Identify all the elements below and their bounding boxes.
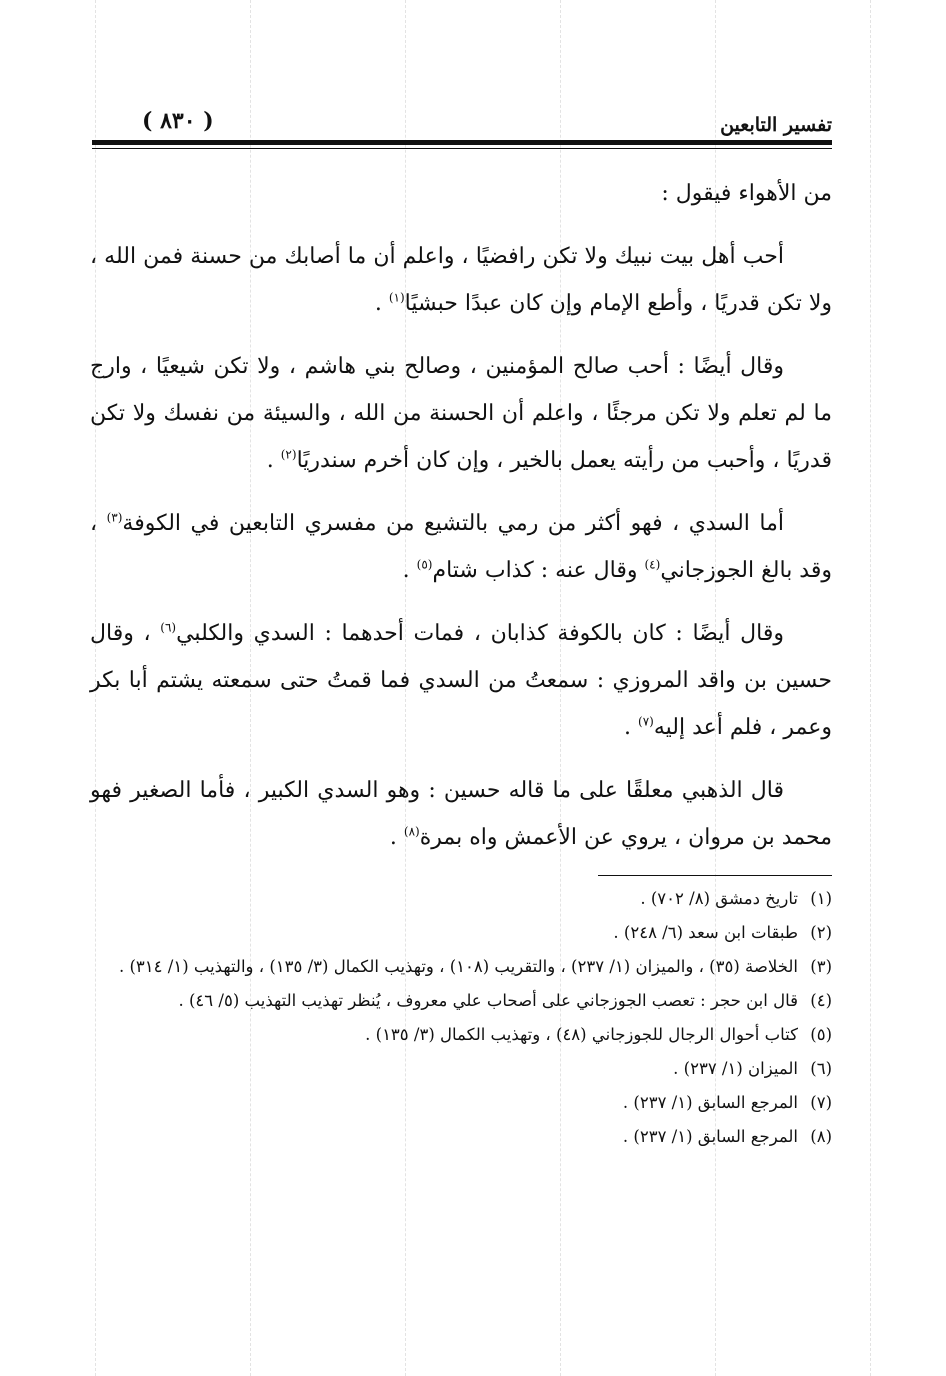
header-rule xyxy=(92,140,832,145)
header-rule-thin xyxy=(92,148,832,149)
footnote xyxy=(90,950,832,984)
footnote-number: (٧) xyxy=(810,1093,832,1112)
paragraph: وقال أيضًا : كان بالكوفة كذابان ، فمات أحدهما : السدي والكلبي$^{(٦)}$ ، وقال حسين بن واقد المروزي : سمعتُ من السدي فما قمتُ حتى سمعته يشتم أبا بكر وعمر ، فلم أعد إليه$^{(٧)}$ . xyxy=(90,620,832,740)
running-title: تفسير التابعين xyxy=(720,114,832,136)
scan-guide-line xyxy=(870,0,871,1376)
footnote-separator xyxy=(598,875,832,876)
footnote-text: كتاب أحوال الرجال للجوزجاني (٤٨) ، وتهذيب الكمال (٣/ ١٣٥) . xyxy=(365,1025,798,1044)
paragraph: قال الذهبي معلقًا على ما قاله حسين : وهو السدي الكبير ، فأما الصغير فهو محمد بن مروان ، يروي عن الأعمش واه بمرة$^{(٨)}$ . xyxy=(90,778,832,850)
paragraph: أما السدي ، فهو أكثر من رمي بالتشيع من مفسري التابعين في الكوفة$^{(٣)}$ ، وقد بالغ الجوزجاني$^{(٤)}$ وقال عنه : كذاب شتام$^{(٥)}$ . xyxy=(90,510,832,583)
footnote-ref[interactable]: (٤) xyxy=(644,557,661,572)
footnote-ref[interactable]: (٧) xyxy=(638,714,654,729)
paragraph: من الأهواء فيقول : xyxy=(661,181,832,206)
footnotes xyxy=(90,882,832,1154)
footnote-text: طبقات ابن سعد (٦/ ٢٤٨) . xyxy=(613,923,798,942)
footnote xyxy=(90,984,832,1018)
footnote-text: قال ابن حجر : تعصب الجوزجاني على أصحاب علي معروف ، يُنظر تهذيب التهذيب (٥/ ٤٦) . xyxy=(178,991,798,1010)
footnote-number: (٤) xyxy=(810,991,832,1010)
footnote-ref[interactable]: (٥) xyxy=(416,557,433,572)
main-text xyxy=(90,170,832,877)
footnote-ref[interactable]: (٣) xyxy=(106,510,123,525)
footnote xyxy=(90,1018,832,1052)
page-number: ( ٨٣٠ ) xyxy=(142,108,214,134)
footnote-text: المرجع السابق (١/ ٢٣٧) . xyxy=(622,1093,798,1112)
footnote xyxy=(90,882,832,916)
footnote-text: الخلاصة (٣٥) ، والميزان (١/ ٢٣٧) ، والتقريب (١٠٨) ، وتهذيب الكمال (٣/ ١٣٥) ، والتهذيب (١/ ٣١٤) . xyxy=(118,957,798,976)
footnote xyxy=(90,1120,832,1154)
footnote xyxy=(90,1086,832,1120)
footnote-number: (٣) xyxy=(810,957,832,976)
footnote-ref[interactable]: (٨) xyxy=(403,824,420,839)
footnote-text: المرجع السابق (١/ ٢٣٧) . xyxy=(622,1127,798,1146)
footnote-number: (٥) xyxy=(810,1025,832,1044)
footnote-number: (١) xyxy=(810,889,832,908)
footnote-number: (٦) xyxy=(810,1059,832,1078)
footnote xyxy=(90,1052,832,1086)
footnote-number: (٨) xyxy=(810,1127,832,1146)
footnote-number: (٢) xyxy=(810,923,832,942)
footnote xyxy=(90,916,832,950)
paragraph: وقال أيضًا : أحب صالح المؤمنين ، وصالح بني هاشم ، ولا تكن شيعيًا ، وارج ما لم تعلم ولا تكن مرجئًا ، واعلم أن الحسنة من الله ، والسيئة من نفسك ولا تكن قدريًا ، وأحبب من رأيته يعمل بالخير ، وإن كان أخرم سندريًا$^{(٢)}$ . xyxy=(90,354,832,473)
footnote-ref[interactable]: (١) xyxy=(388,290,405,305)
footnote-ref[interactable]: (٢) xyxy=(280,447,297,462)
footnote-text: تاريخ دمشق (٨/ ٧٠٢) . xyxy=(640,889,798,908)
footnote-ref[interactable]: (٦) xyxy=(160,620,177,635)
paragraph: أحب أهل بيت نبيك ولا تكن رافضيًا ، واعلم أن ما أصابك من حسنة فمن الله ، ولا تكن قدريًا ، وأطع الإمام وإن كان عبدًا حبشيًا$^{(١)}$ . xyxy=(90,244,832,316)
footnote-text: الميزان (١/ ٢٣٧) . xyxy=(673,1059,798,1078)
